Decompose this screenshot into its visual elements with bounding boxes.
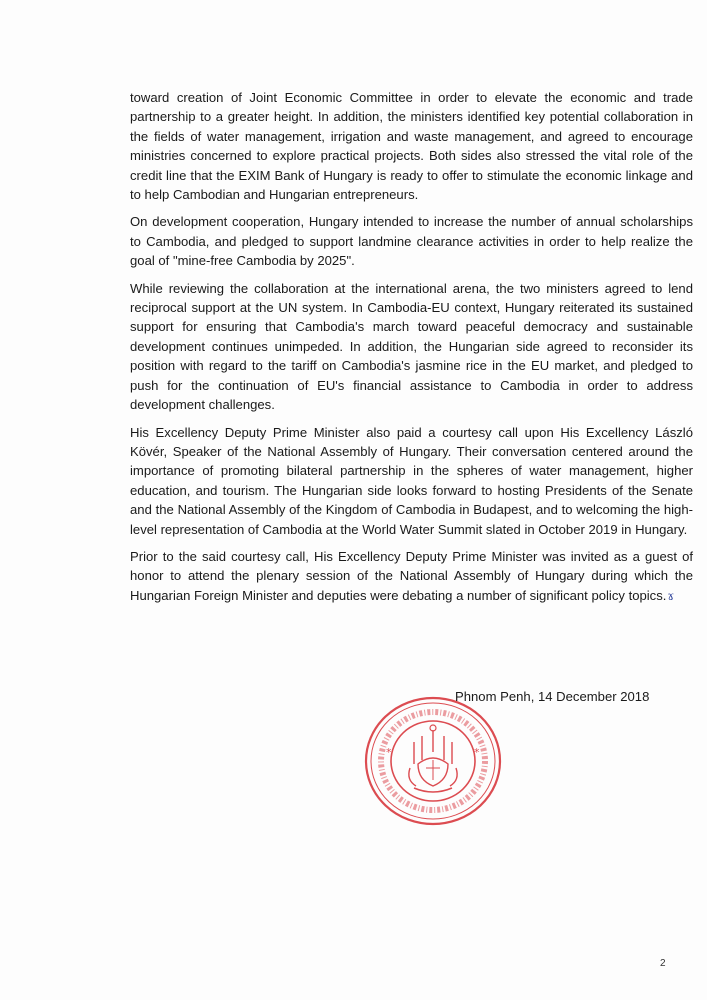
paragraph-international-arena: While reviewing the collaboration at the international arena, the two ministers agreed to lend reciprocal support at the UN system. In Cambodia-EU context, Hungary reiterated its sustained support for ensuring that Cambodia's march toward peaceful democracy and sustainable development continues unimpeded. In addition, the Hungarian side agreed to reconsider its position with regard to the tariff on Cambodia's jasmine rice in the EU market, and pledged to push for the continuation of EU's financial assistance to Cambodia in order to address development challenges. <box>130 280 693 413</box>
page-number: 2 <box>660 958 666 969</box>
paragraph-economic-cooperation: toward creation of Joint Economic Committee in order to elevate the economic and trade partnership to a greater height. In addition, the ministers identified key potential collaboration in the fields of water management, irrigation and waste management, and agreed to encourage ministries concerned to explore practical projects. Both sides also stressed the vital role of the credit line that the EXIM Bank of Hungary is ready to offer to stimulate the economic linkage and to help Cambodian and Hungarian entrepreneurs. <box>130 90 693 203</box>
document-body <box>130 88 693 614</box>
svg-text:*: * <box>386 746 392 759</box>
paragraph-development-cooperation: On development cooperation, Hungary intended to increase the number of annual scholarships to Cambodia, and pledged to support landmine clearance activities in order to help realize the goal of "mine-free Cambodia by 2025". <box>130 214 693 269</box>
paragraph-plenary-session <box>130 547 693 606</box>
initial-mark: ɤ <box>667 588 675 603</box>
seal-graphic <box>362 694 504 828</box>
paragraph-plenary-text: Prior to the said courtesy call, His Excellency Deputy Prime Minister was invited as a guest of honor to attend the plenary session of the National Assembly of Hungary during which the Hungarian Foreign Minister and deputies were debating a number of significant policy topics. <box>130 548 693 603</box>
svg-text:*: * <box>474 746 480 759</box>
dateline: Phnom Penh, 14 December 2018 <box>455 689 650 704</box>
paragraph-courtesy-call: His Excellency Deputy Prime Minister also paid a courtesy call upon His Excellency László Kövér, Speaker of the National Assembly of Hungary. Their conversation centered around the importance of promoting bilateral partnership in the spheres of water management, higher education, and tourism. The Hungarian side looks forward to hosting Presidents of the Senate and the National Assembly of the Kingdom of Cambodia in Budapest, and to welcoming the high-level representation of Cambodia at the World Water Summit slated in October 2019 in Hungary. <box>130 424 693 537</box>
official-seal-icon <box>362 694 504 828</box>
